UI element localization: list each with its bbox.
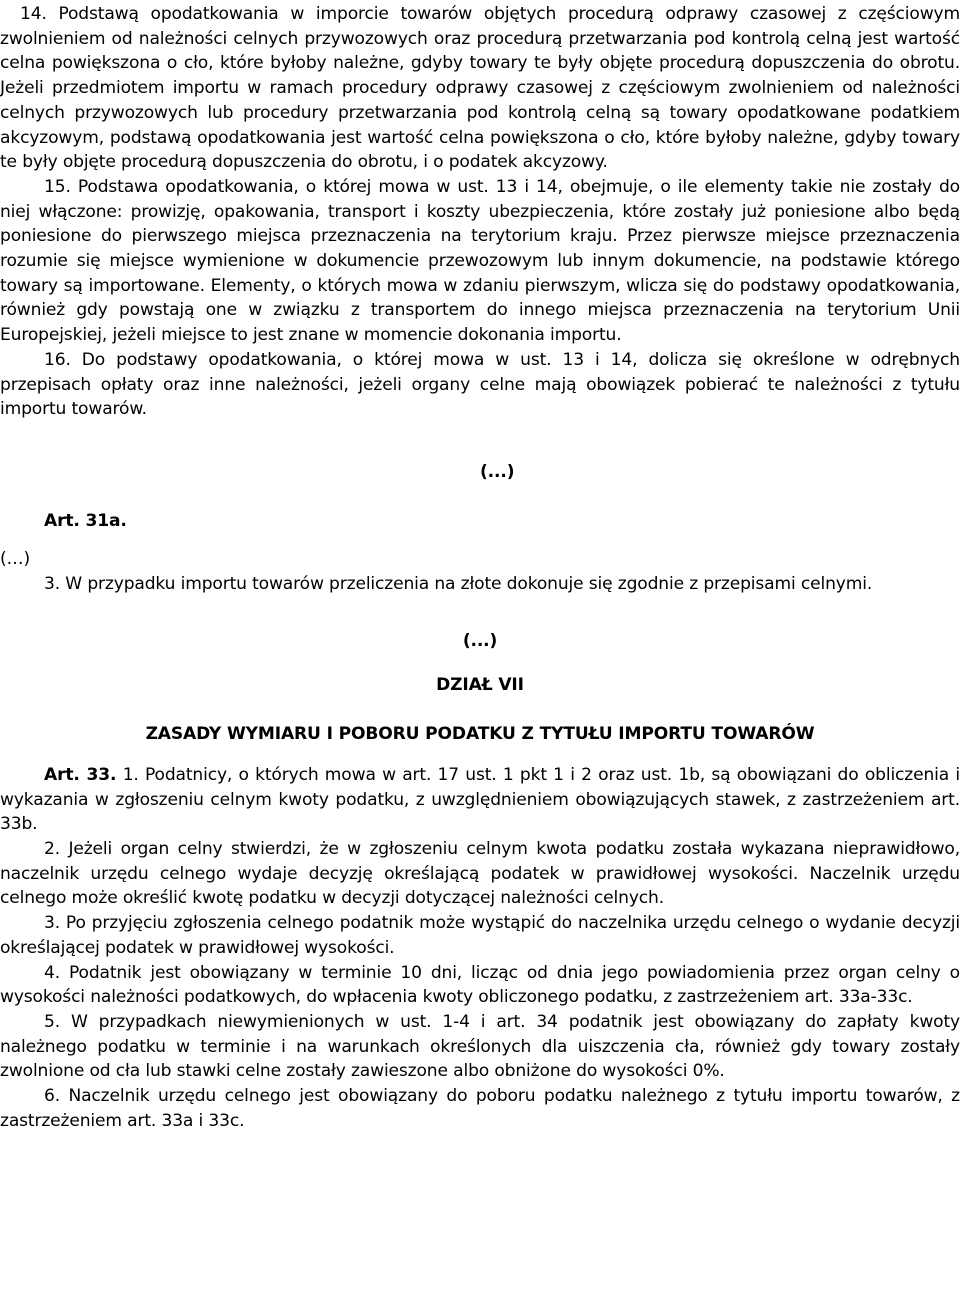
- article-33-paragraph-1: [0, 763, 960, 837]
- article-33-paragraph-4: 4. Podatnik jest obowiązany w terminie 10 dni, licząc od dnia jego powiadomienia przez organ celny o wysokości należności podatkowych, do wpłacenia kwoty obliczonego podatku, z zastrzeżeniem art. 33a-33c.: [0, 962, 960, 1008]
- omission-marker: (...): [462, 630, 498, 651]
- article-label: Art. 33.: [44, 764, 117, 785]
- article-33-paragraph-2: 2. Jeżeli organ celny stwierdzi, że w zgłoszeniu celnym kwota podatku została wykazana nieprawidłowo, naczelnik urzędu celnego wydaje decyzję określającą podatek w prawidłowej wysokości. Naczelnik urzędu celnego może określić kwotę podatku w decyzji dotyczącej należności celnych.: [0, 838, 960, 909]
- paragraph-16: 16. Do podstawy opodatkowania, o której mowa w ust. 13 i 14, dolicza się określone w odrębnych przepisach opłaty oraz inne należności, jeżeli organy celne mają obowiązek pobierać te należności z tytułu importu towarów.: [0, 349, 960, 420]
- paragraph-14: 14. Podstawą opodatkowania w imporcie towarów objętych procedurą odprawy czasowej z częściowym zwolnieniem od należności celnych przywozowych oraz procedurą przetwarzania pod kontrolą celną jest wartość celna powiększona o cło, które byłoby należne, gdyby towary te były objęte procedurą dopuszczenia do obrotu. Jeżeli przedmiotem importu w ramach procedury odprawy czasowej z częściowym zwolnieniem od należności celnych przywozowych lub procedury przetwarzania pod kontrolą celną są towary opodatkowane podatkiem akcyzowym, podstawą opodatkowania jest wartość celna powiększona o cło, które byłoby należne, gdyby towary te były objęte procedurą dopuszczenia do obrotu, i o podatek akcyzowy.: [0, 4, 960, 173]
- section-title: ZASADY WYMIARU I POBORU PODATKU Z TYTUŁU IMPORTU TOWARÓW: [145, 724, 815, 745]
- paragraph-15: 15. Podstawa opodatkowania, o której mowa w ust. 13 i 14, obejmuje, o ile elementy takie nie zostały do niej włączone: prowizję, opakowania, transport i koszty ubezpieczenia, które zostały już poniesione albo będą poniesione do pierwszego miejsca przeznaczenia na terytorium kraju. Przez pierwsze miejsce przeznaczenia rozumie się miejsce wymienione w dokumencie przewozowym lub innym dokumencie, na podstawie którego towary są importowane. Elementy, o których mowa w zdaniu pierwszym, wlicza się do podstawy opodatkowania, również gdy powstają one w związku z transportem do innego miejsca przeznaczenia na terytorium Unii Europejskiej, jeżeli miejsce to jest znane w momencie dokonania importu.: [0, 176, 960, 346]
- article-paragraph: 3. W przypadku importu towarów przeliczenia na złote dokonuje się zgodnie z przepisami celnymi.: [44, 574, 873, 595]
- article-text: 1. Podatnicy, o których mowa w art. 17 ust. 1 pkt 1 i 2 oraz ust. 1b, są obowiązani do obliczenia i wykazania w zgłoszeniu celnym kwoty podatku, z uwzględnieniem obowiązujących stawek, z zastrzeżeniem art. 33b.: [0, 764, 960, 835]
- omission-marker: (...): [480, 461, 515, 482]
- section-heading: DZIAŁ VII: [436, 675, 524, 696]
- article-heading: Art. 31a.: [44, 510, 127, 531]
- article-33-paragraph-6: 6. Naczelnik urzędu celnego jest obowiązany do poboru podatku należnego z tytułu importu towarów, z zastrzeżeniem art. 33a i 33c.: [0, 1086, 960, 1131]
- article-33-paragraph-3: 3. Po przyjęciu zgłoszenia celnego podatnik może wystąpić do naczelnika urzędu celnego o wydanie decyzji określającej podatek w prawidłowej wysokości.: [0, 913, 960, 958]
- omission-marker: (…): [0, 549, 30, 570]
- article-33-paragraph-5: 5. W przypadkach niewymienionych w ust. 1-4 i art. 34 podatnik jest obowiązany do zapłaty kwoty należnego podatku w terminie i na warunkach określonych dla uiszczenia cła, również gdy towary zostały zwolnione od cła lub stawki celne zostały zawieszone albo obniżone do wysokości 0%.: [0, 1011, 960, 1082]
